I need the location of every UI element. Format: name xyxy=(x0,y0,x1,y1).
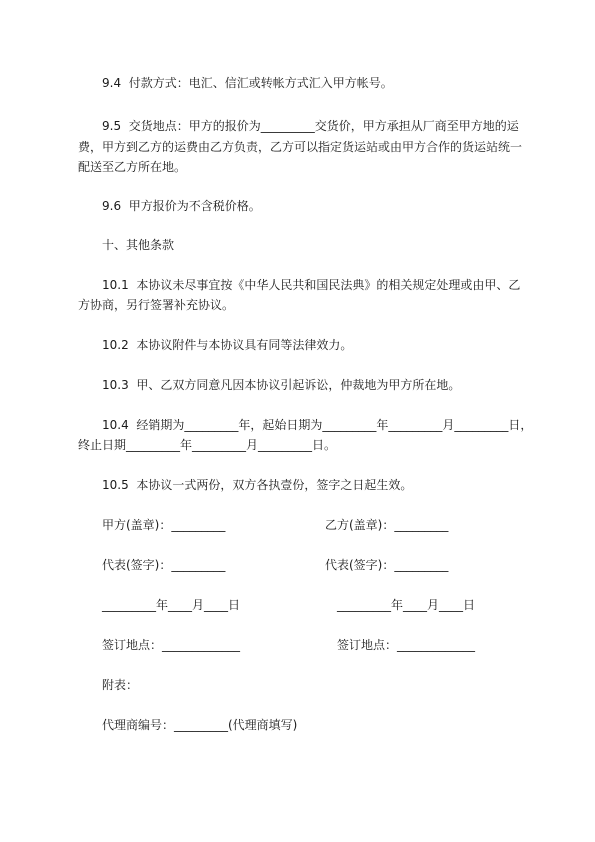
clause-10-3: 10.3 甲、乙双方同意凡因本协议引起诉讼，仲裁地为甲方所在地。 xyxy=(102,378,461,392)
agent-number-field: 代理商编号：_________(代理商填写) xyxy=(102,718,298,732)
clause-9-5-line-1: 9.5 交货地点：甲方的报价为_________交货价，甲方承担从厂商至甲方地的运 xyxy=(102,119,519,133)
clause-10-4-line-1: 10.4 经销期为_________年，起始日期为_________年_________月_________日， xyxy=(102,418,533,432)
party-a-signing-place-field: 签订地点：_____________ xyxy=(102,638,241,652)
party-b-representative-field: 代表(签字)：_________ xyxy=(325,558,449,572)
appendix-heading: 附表： xyxy=(102,678,139,692)
clause-9-5-line-2: 费，甲方到乙方的运费由乙方负责，乙方可以指定货运站或由甲方合作的货运站统一 xyxy=(78,140,523,154)
section-10-heading: 十、其他条款 xyxy=(102,238,175,252)
party-b-seal-field: 乙方(盖章)：_________ xyxy=(325,518,449,532)
party-b-date-field: _________年____月____日 xyxy=(337,598,476,612)
clause-10-5: 10.5 本协议一式两份，双方各执壹份，签字之日起生效。 xyxy=(102,478,413,492)
party-a-seal-field: 甲方(盖章)：_________ xyxy=(102,518,226,532)
clause-10-1-line-2: 方协商，另行签署补充协议。 xyxy=(78,298,235,312)
clause-10-2: 10.2 本协议附件与本协议具有同等法律效力。 xyxy=(102,338,353,352)
party-b-signing-place-field: 签订地点：_____________ xyxy=(337,638,476,652)
clause-9-5-line-3: 配送至乙方所在地。 xyxy=(78,160,187,174)
clause-10-1-line-1: 10.1 本协议未尽事宜按《中华人民共和国民法典》的相关规定处理或由甲、乙 xyxy=(102,278,521,292)
clause-9-4: 9.4 付款方式：电汇、信汇或转帐方式汇入甲方帐号。 xyxy=(102,76,393,90)
party-a-representative-field: 代表(签字)：_________ xyxy=(102,558,226,572)
clause-9-6: 9.6 甲方报价为不含税价格。 xyxy=(102,199,261,213)
clause-10-4-line-2: 终止日期_________年_________月_________日。 xyxy=(78,438,337,452)
party-a-date-field: _________年____月____日 xyxy=(102,598,241,612)
